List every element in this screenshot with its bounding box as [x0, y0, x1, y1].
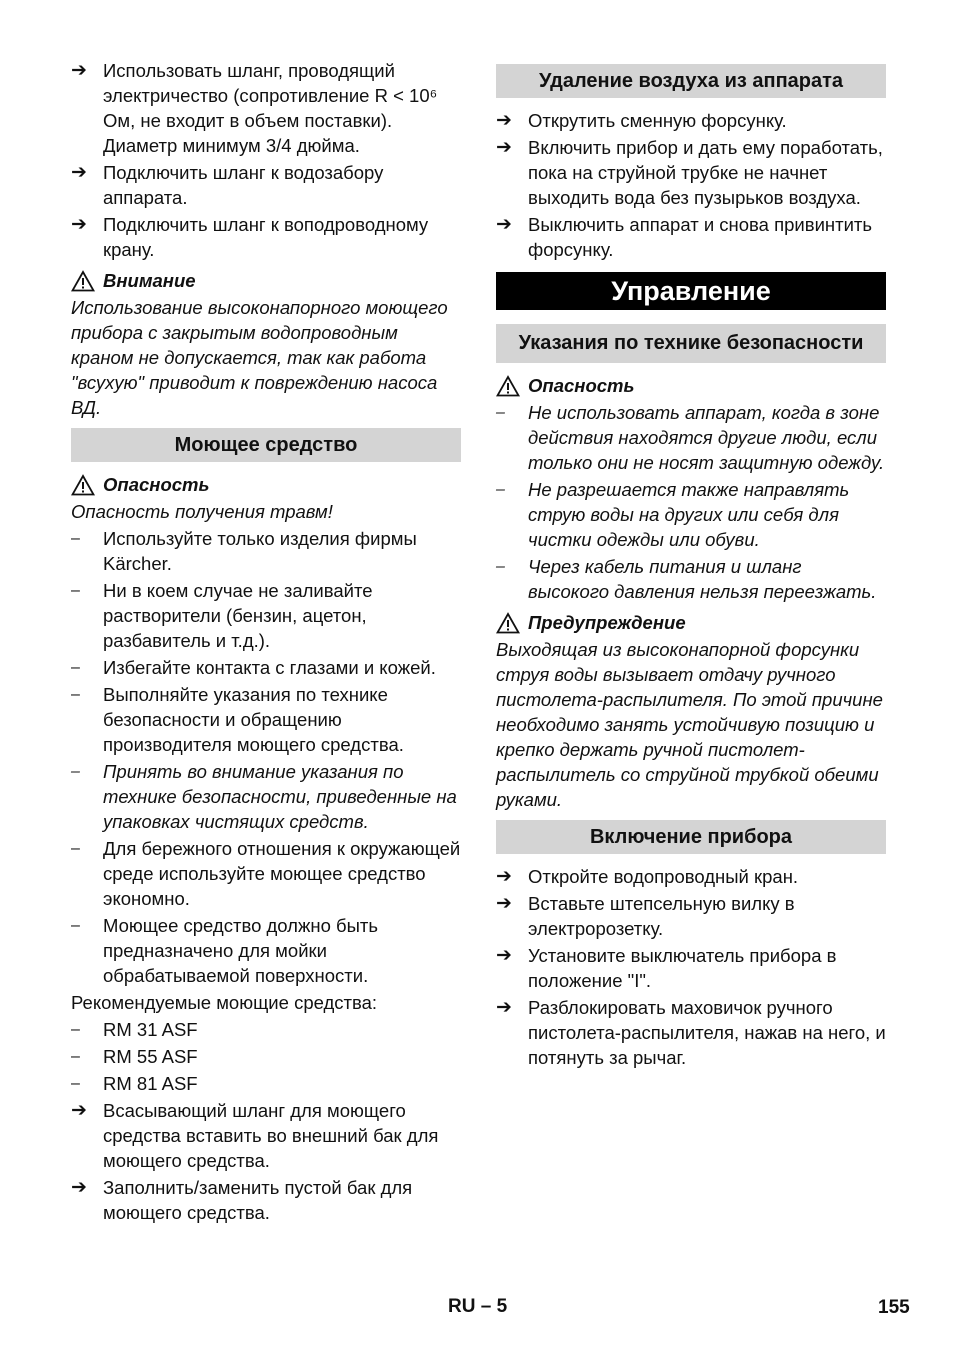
dash-icon: – [71, 1048, 80, 1065]
dash-icon: – [71, 582, 80, 599]
dash-item: – Через кабель питания и шланг высокого давления нельзя переезжать. [496, 556, 877, 602]
warning-triangle-icon [71, 270, 95, 292]
dash-item: – Для бережного отношения к окружающей среде используйте моющее средство экономно. [71, 838, 461, 909]
warning-triangle-icon [496, 612, 520, 634]
dash-item: – Выполняйте указания по технике безопасности и обращению производителя моющего средства. [71, 684, 404, 755]
dash-item: – RM 81 ASF [71, 1073, 198, 1094]
right-column [496, 64, 886, 1072]
arrow-icon: ➔ [71, 162, 87, 183]
arrow-item: ➔ Вставьте штепсельную вилку в электророзетку. [496, 893, 795, 939]
arrow-icon: ➔ [496, 866, 512, 887]
dash-item: – Принять во внимание указания по технике безопасности, приведенные на упаковках чистящих средств. [71, 761, 457, 832]
dash-icon: – [71, 686, 80, 703]
danger-heading: Опасность [496, 373, 886, 398]
arrow-item: ➔ Заполнить/заменить пустой бак для моющего средства. [71, 1177, 413, 1223]
arrow-item: ➔ Установите выключатель прибора в положение "I". [496, 945, 837, 991]
dash-icon: – [71, 917, 80, 934]
section-heading-air-removal: Удаление воздуха из аппарата [496, 64, 886, 98]
arrow-item: ➔ Подключить шланг к воподроводному крану. [71, 214, 429, 260]
dash-item: – Не использовать аппарат, когда в зоне действия находятся другие люди, если только они не носят защитную одежду. [496, 402, 885, 473]
page-number: 155 [878, 1297, 910, 1318]
arrow-item: ➔ Откройте водопроводный кран. [496, 866, 799, 887]
dash-item: – Используйте только изделия фирмы Kärcher. [71, 528, 417, 574]
warning-heading: Предупреждение [496, 610, 886, 635]
dash-icon: – [71, 1021, 80, 1038]
dash-icon: – [71, 840, 80, 857]
arrow-icon: ➔ [71, 1100, 87, 1121]
arrow-icon: ➔ [71, 214, 87, 235]
warning-triangle-icon [71, 474, 95, 496]
caution-heading: Внимание [71, 268, 461, 293]
dash-icon: – [71, 530, 80, 547]
dash-icon: – [496, 481, 505, 498]
dash-item: – RM 31 ASF [71, 1019, 198, 1040]
dash-item: – Моющее средство должно быть предназначено для мойки обрабатываемой поверхности. [71, 915, 378, 986]
chapter-heading-operation: Управление [496, 272, 886, 310]
arrow-icon: ➔ [496, 214, 512, 235]
arrow-item: ➔ Разблокировать маховичок ручного пистолета-распылителя, нажав на него, и потянуть за рычаг. [496, 997, 886, 1068]
arrow-item: ➔ Использовать шланг, проводящий электричество (сопротивление R < 10⁶ Ом, не входит в объем поставки). Диаметр минимум 3/4 дюйма. [71, 60, 438, 156]
dash-icon: – [71, 659, 80, 676]
danger-heading: Опасность [71, 472, 461, 497]
arrow-item: ➔ Всасывающий шланг для моющего средства вставить во внешний бак для моющего средства. [71, 1100, 439, 1171]
arrow-icon: ➔ [496, 893, 512, 914]
arrow-icon: ➔ [496, 945, 512, 966]
dash-icon: – [71, 1075, 80, 1092]
section-heading-switch-on: Включение прибора [496, 820, 886, 854]
caution-text: Использование высоконапорного моющего прибора с закрытым водопроводным краном не допускается, так как работа "всухую" приводит к повреждению насоса ВД. [71, 297, 448, 418]
dash-icon: – [496, 558, 505, 575]
dash-item: – Не разрешается также направлять струю воды на других или себя для чистки одежды или обуви. [496, 479, 850, 550]
arrow-icon: ➔ [496, 137, 512, 158]
arrow-icon: ➔ [71, 1177, 87, 1198]
section-heading-safety: Указания по технике безопасности [496, 324, 886, 363]
arrow-icon: ➔ [496, 997, 512, 1018]
section-heading-detergent: Моющее средство [71, 428, 461, 462]
dash-icon: – [71, 763, 80, 780]
arrow-icon: ➔ [496, 110, 512, 131]
left-column [71, 58, 461, 1227]
warning-text: Выходящая из высоконапорной форсунки струя воды вызывает отдачу ручного пистолета-распылителя. По этой причине необходимо занять устойчивую позицию и крепко держать ручной пистолет-распылитель со струйной трубкой обеими руками. [496, 639, 883, 810]
dash-item: – Избегайте контакта с глазами и кожей. [71, 657, 436, 678]
danger-subtitle: Опасность получения травм! [71, 501, 333, 522]
arrow-icon: ➔ [71, 60, 87, 81]
arrow-item: ➔ Открутить сменную форсунку. [496, 110, 787, 131]
arrow-item: ➔ Выключить аппарат и снова привинтить форсунку. [496, 214, 873, 260]
warning-triangle-icon [496, 375, 520, 397]
footer-section-label: RU – 5 [448, 1296, 508, 1317]
arrow-item: ➔ Включить прибор и дать ему поработать, пока на струйной трубке не начнет выходить вода без пузырьков воздуха. [496, 137, 883, 208]
recommended-label: Рекомендуемые моющие средства: [71, 992, 378, 1013]
arrow-item: ➔ Подключить шланг к водозабору аппарата. [71, 162, 384, 208]
dash-item: – Ни в коем случае не заливайте растворители (бензин, ацетон, разбавитель и т.д.). [71, 580, 373, 651]
dash-item: – RM 55 ASF [71, 1046, 198, 1067]
dash-icon: – [496, 404, 505, 421]
